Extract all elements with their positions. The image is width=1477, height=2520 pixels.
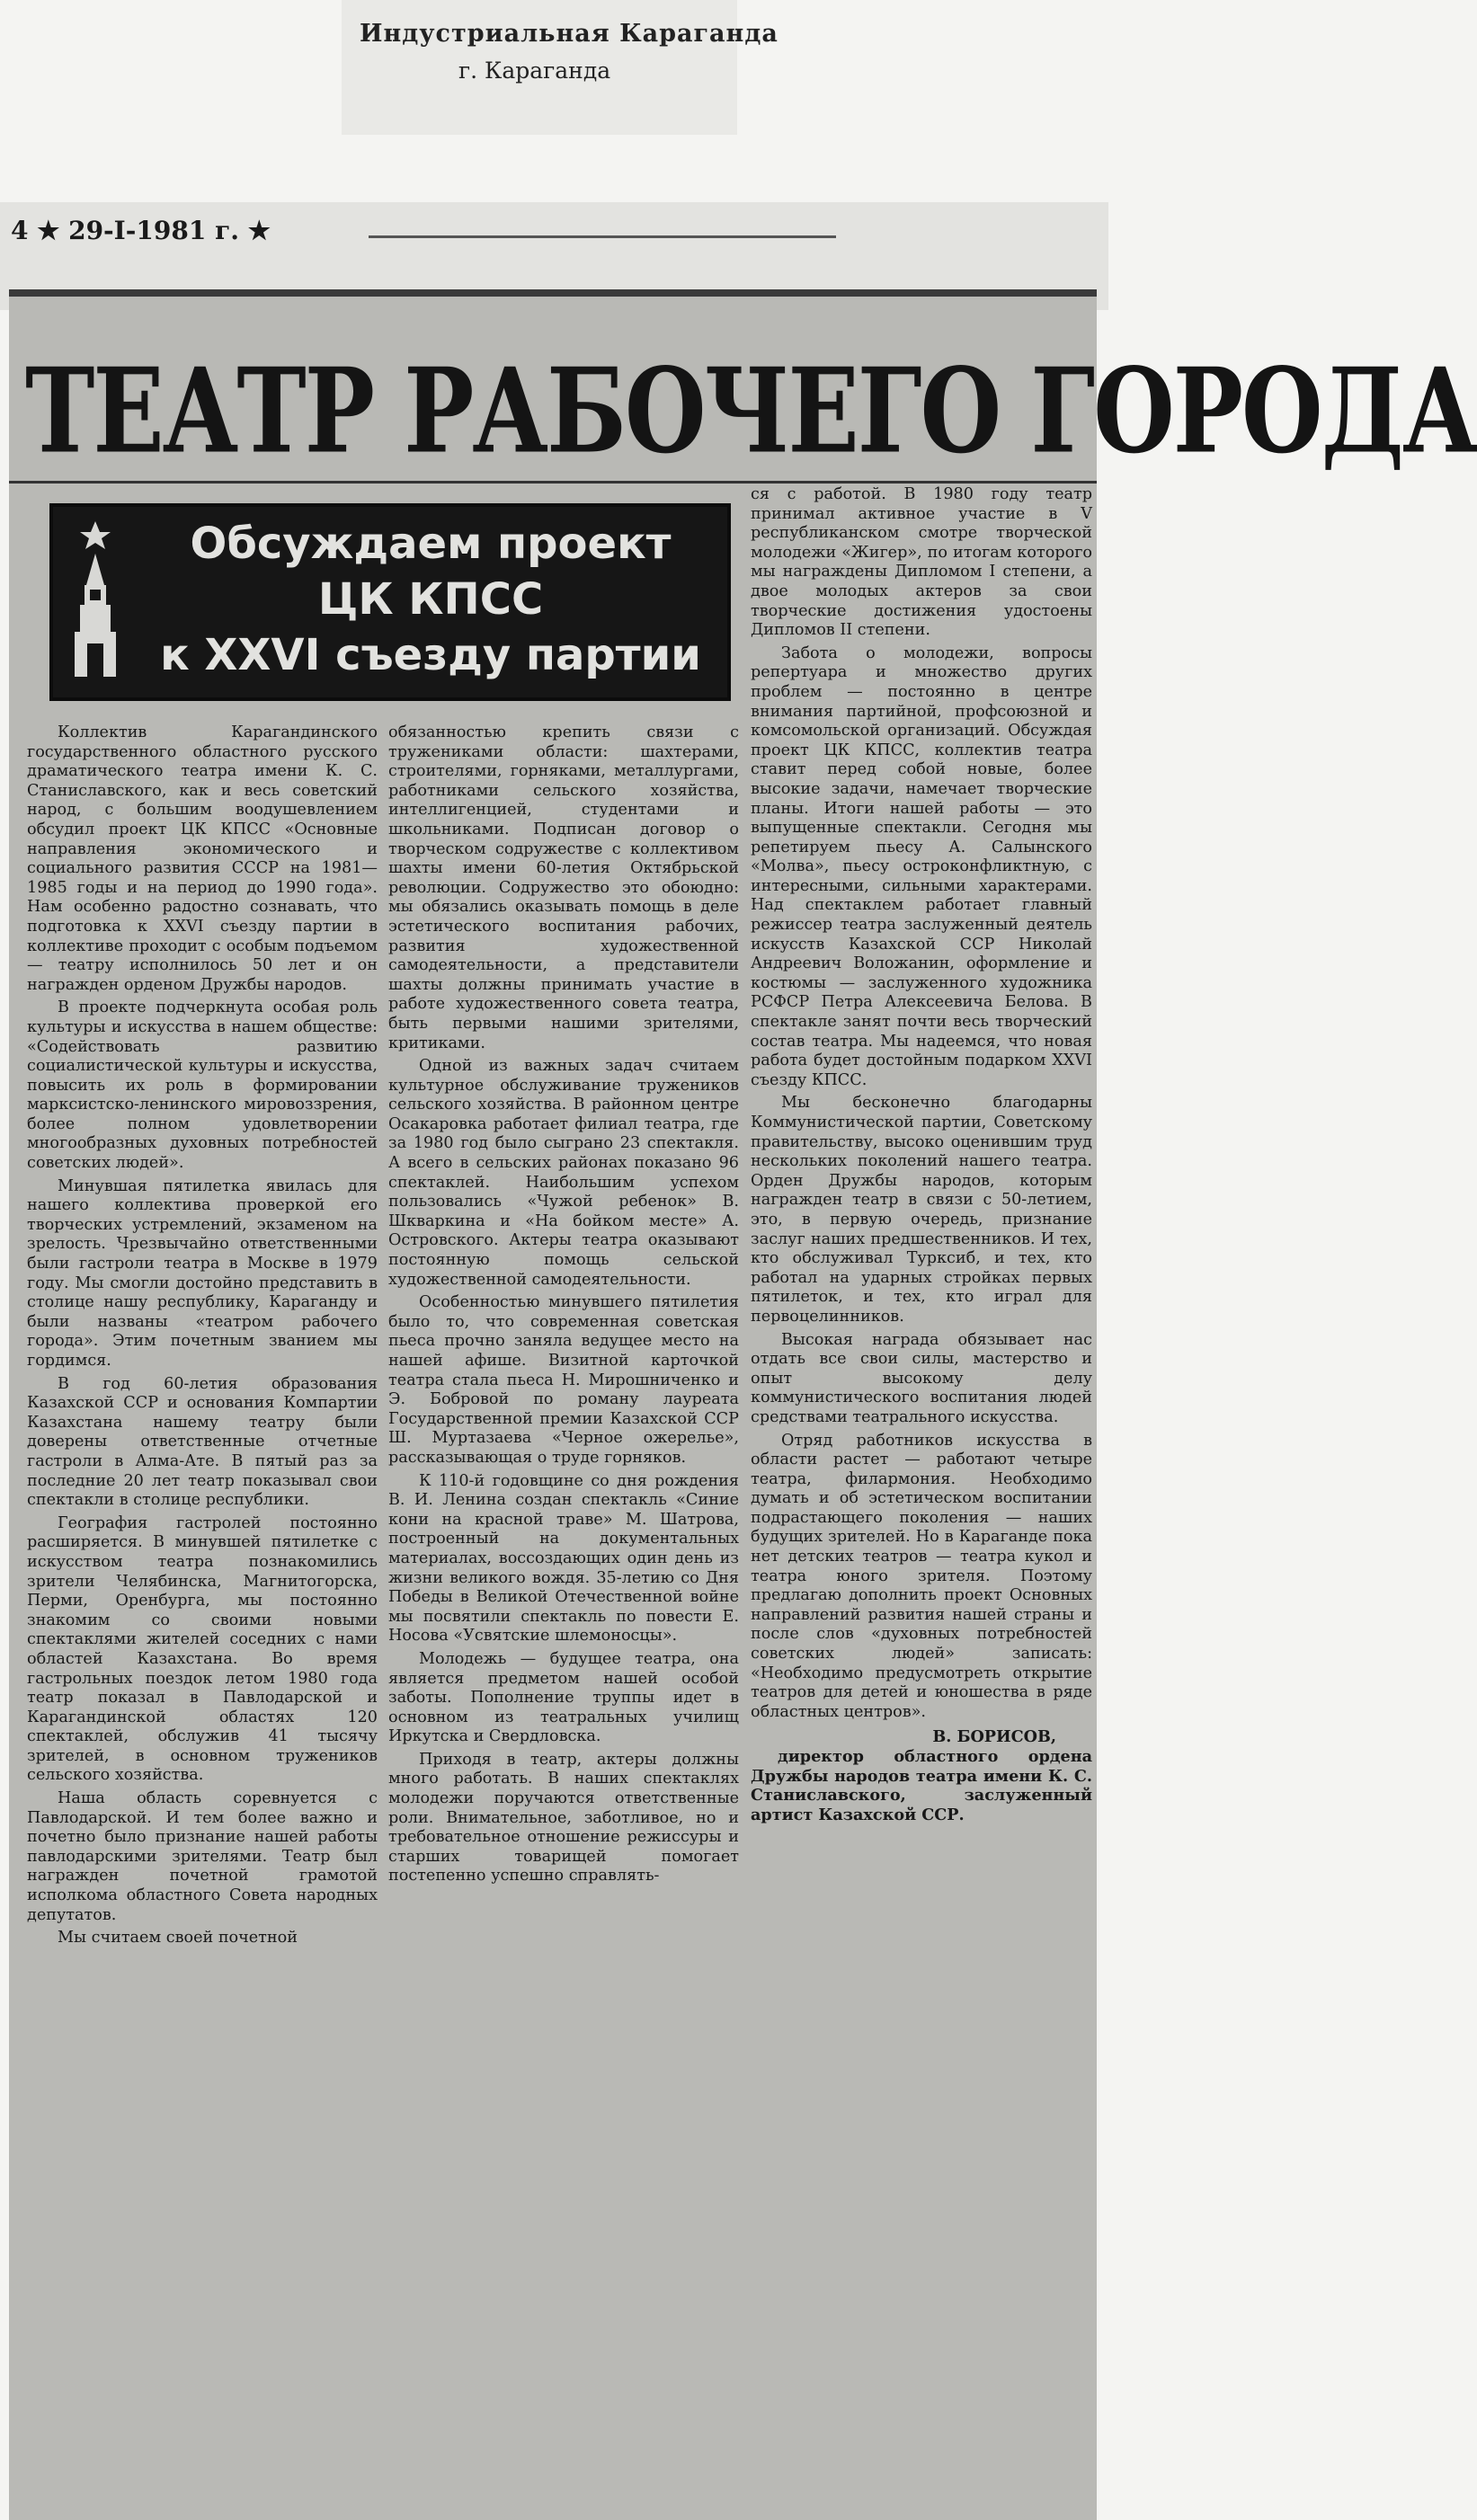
rubric-line-3: к XXVI съезду партии xyxy=(160,630,701,680)
rubric-banner xyxy=(49,503,731,701)
paragraph: Наша область соревнуется с Павлодарской. И тем более важно и почетно было признание нашей работы павлодарскими зрителями. Театр был награжден почетной грамотой исполкома областного Совета народных депутатов. xyxy=(27,1789,378,1924)
rubric-text xyxy=(138,516,723,683)
paragraph: К 110-й годовщине со дня рождения В. И. Ленина создан спектакль «Синие кони на красной траве» М. Шатрова, построенный на документальных материалах, воссоздающих один день из жизни великого вождя. 35-летию со Дня Победы в Великой Отечественной войне мы посвятили спектакль по повести Е. Носова «Усвятские шлемоносцы». xyxy=(388,1471,739,1646)
rubric-line-1: Обсуждаем проект xyxy=(190,519,672,569)
author-signature xyxy=(751,1727,1092,1824)
paragraph: Приходя в театр, актеры должны много работать. В наших спектаклях молодежи поручаются ответственные роли. Внимательное, заботливое, но и требовательное отношение режиссуры и старших товарищей помогает постепенно успешно справлять- xyxy=(388,1750,739,1886)
issue-rule xyxy=(369,235,836,238)
paragraph: Одной из важных задач считаем культурное обслуживание тружеников сельского хозяйства. В районном центре Осакаровка работает филиал театра, где за 1980 год было сыграно 23 спектакля. А всего в сельских районах показано 96 спектаклей. Наибольшим успехом пользовались «Чужой ребенок» В. Шкваркина и «На бойком месте» А. Островского. Актеры театра оказывают постоянную помощь сельской художественной самодеятельности. xyxy=(388,1057,739,1289)
paragraph: В проекте подчеркнута особая роль культуры и искусства в нашем обществе: «Содействовать развитию социалистической культуры и искусства, повысить их роль в формировании марксистско-ленинского мировоззрения, более полном удовлетворении многообразных духовных потребностей советских людей». xyxy=(27,998,378,1173)
paragraph: Минувшая пятилетка явилась для нашего коллектива проверкой его творческих устремлений, экзаменом на зрелость. Чрезвычайно ответственными были гастроли театра в Москве в 1979 году. Мы смогли достойно представить в столице нашу республику, Караганду и были названы «театром рабочего города». Этим почетным званием мы гордимся. xyxy=(27,1176,378,1370)
paragraph: Отряд работников искусства в области растет — работают четыре театра, филармония. Необходимо думать и об эстетическом воспитании подрастающего поколения — наших будущих зрителей. Но в Караганде пока нет детских театров — театра кукол и театра юного зрителя. Поэтому предлагаю дополнить проект Основных направлений развития нашей страны и после слов «духовных потребностей советских людей» записать: «Необходимо предусмотреть открытие театров для детей и юношества в ряде областных центров». xyxy=(751,1431,1092,1721)
paragraph: Особенностью минувшего пятилетия было то, что современная советская пьеса прочно заняла ведущее место на нашей афише. Визитной карточкой театра стала пьеса Н. Мирошниченко и Э. Бобровой по роману лауреата Государственной премии Казахской ССР Ш. Муртазаева «Черное ожерелье», рассказывающая о труде горняков. xyxy=(388,1293,739,1467)
rubric-line-2: ЦК КПСС xyxy=(317,574,544,625)
article-column-2 xyxy=(388,723,739,2512)
article-column-1 xyxy=(27,723,378,2512)
paragraph: Мы считаем своей почетной xyxy=(58,1929,298,1948)
kremlin-tower-icon xyxy=(64,518,127,684)
article-column-3 xyxy=(751,485,1092,2507)
paragraph: В год 60-летия образования Казахской ССР и основания Компартии Казахстана нашему театру были доверены ответственные отчетные гастроли в Алма-Ате. В пятый раз за последние 20 лет театр показывал свои спектакли в столице республики. xyxy=(27,1374,378,1510)
paragraph: обязанностью крепить связи с тружениками области: шахтерами, строителями, горняками, металлургами, работниками сельского хозяйства, интеллигенцией, студентами и школьниками. Подписан договор о творческом содружестве с коллективом шахты имени 60-летия Октябрьской революции. Содружество это обоюдно: мы обязались оказывать помощь в деле эстетического воспитания рабочих, развития художественной самодеятельности, а представители шахты должны принимать участие в работе художественного совета театра, быть первыми нашими зрителями, критиками. xyxy=(388,723,739,1052)
publication-stamp: Индустриальная Караганда xyxy=(360,20,779,48)
paragraph: Коллектив Карагандинского государственного областного русского драматического театра имени К. С. Станиславского, как и весь советский народ, с большим воодушевлением обсудил проект ЦК КПСС «Основные направления экономического и социального развития СССР на 1981—1985 годы и на период до 1990 года». Нам особенно радостно сознавать, что подготовка к XXVI съезду партии в коллективе проходит с особым подъемом — театру исполнилось 50 лет и он награжден орденом Дружбы народов. xyxy=(27,723,378,994)
author-role: директор областного ордена Дружбы народов театра имени К. С. Станиславского, заслуженный артист Казахской ССР. xyxy=(751,1747,1092,1824)
issue-date-line: 4 ★ 29-I-1981 г. ★ xyxy=(11,216,271,245)
headline-divider xyxy=(9,481,1097,484)
paragraph: Мы бесконечно благодарны Коммунистической партии, Советскому правительству, высоко оценившим труд нескольких поколений нашего театра. Орден Дружбы народов, которым награжден театр в связи с 50-летием, это, в первую очередь, признание заслуг наших предшественников. И тех, кто обслуживал Турксиб, и тех, кто работал на ударных стройках первых пятилеток, и тех, кто играл для первоцелинников. xyxy=(751,1094,1092,1326)
paragraph: ся с работой. В 1980 году театр принимал активное участие в V республиканском смотре творческой молодежи «Жигер», по итогам которого мы награждены Дипломом I степени, а двое молодых актеров за свои творческие достижения удостоены Дипломов II степени. xyxy=(751,485,1092,640)
author-name: В. БОРИСОВ, xyxy=(932,1727,1056,1747)
paragraph: Высокая награда обязывает нас отдать все свои силы, мастерство и опыт высокому делу коммунистического воспитания людей средствами театрального искусства. xyxy=(751,1330,1092,1426)
paragraph: Молодежь — будущее театра, она является предметом нашей особой заботы. Пополнение труппы идет в основном из театральных училищ Иркутска и Свердловска. xyxy=(388,1649,739,1746)
paragraph: Забота о молодежи, вопросы репертуара и множество других проблем — постоянно в центре внимания партийной, профсоюзной и комсомольской организаций. Обсуждая проект ЦК КПСС, коллектив театра ставит перед собой новые, более высокие задачи, намечает творческие планы. Итоги нашей работы — это выпущенные спектакли. Сегодня мы репетируем пьесу А. Салынского «Молва», пьесу остроконфликтную, с интересными, сильными характерами. Над спектаклем работает главный режиссер театра заслуженный деятель искусств Казахской ССР Николай Андреевич Воложанин, оформление и костюмы — заслуженного художника РСФСР Петра Алексеевича Белова. В спектакле занят почти весь творческий состав театра. Мы надеемся, что новая работа будет достойным подарком XXVI съезду КПСС. xyxy=(751,643,1092,1089)
article-headline: ТЕАТР РАБОЧЕГО ГОРОДА xyxy=(25,342,1477,480)
paragraph: География гастролей постоянно расширяется. В минувшей пятилетке с искусством театра познакомились зрители Челябинска, Магнитогорска, Перми, Оренбурга, мы постоянно знакомим со своими новыми спектаклями жителей соседних с нами областей Казахстана. Во время гастрольных поездок летом 1980 года театр показал в Павлодарской и Карагандинской областях 120 спектаклей, обслужив 41 тысячу зрителей, в основном тружеников сельского хозяйства. xyxy=(27,1513,378,1785)
city-stamp: г. Караганда xyxy=(458,58,611,84)
